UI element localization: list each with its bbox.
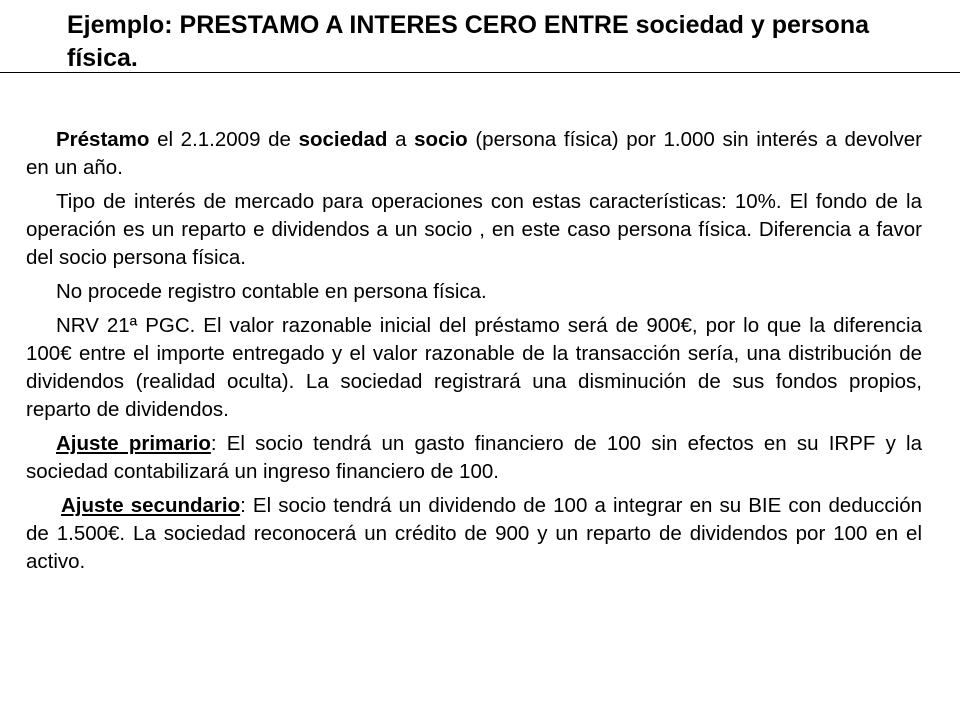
paragraph-text: a [387, 128, 415, 151]
slide-title [67, 9, 937, 75]
paragraph-ajuste-primario [26, 430, 922, 486]
paragraph-ajuste-secundario [26, 492, 922, 576]
paragraph-nrv: NRV 21ª PGC. El valor razonable inicial del préstamo será de 900€, por lo que la diferencia 100€ entre el importe entregado y el valor razonable de la transacción sería, una distribución de dividendos (realidad oculta). La sociedad registrará una disminución de sus fondos propios, reparto de dividendos. [26, 314, 922, 421]
term-sociedad: sociedad [298, 128, 388, 151]
paragraph-text: : El socio tendrá un gasto financiero de 100 sin efectos en su IRPF y la sociedad contabilizará un ingreso financiero de 100. [26, 432, 922, 483]
paragraph-prestamo [26, 126, 922, 182]
label-ajuste-primario: Ajuste primario [56, 432, 211, 455]
title-divider [0, 72, 960, 73]
paragraph-registro-contable: No procede registro contable en persona física. [56, 280, 487, 303]
paragraph-text: (persona física) por 1.000 sin interés a devolver en un año. [26, 128, 922, 179]
title-bold-main: PRESTAMO A INTERES CERO ENTRE [179, 11, 629, 39]
label-ajuste-secundario: Ajuste secundario [61, 494, 241, 517]
term-prestamo: Préstamo [56, 128, 150, 151]
paragraph-text: : El socio tendrá un dividendo de 100 a integrar en su BIE con deducción de 1.500€. La sociedad reconocerá un crédito de 900 y un reparto de dividendos por 100 en el activo. [26, 494, 922, 573]
term-socio: socio [414, 128, 468, 151]
title-prefix: Ejemplo: [67, 11, 180, 39]
paragraph-tipo-interes: Tipo de interés de mercado para operaciones con estas características: 10%. El fondo de la operación es un reparto e dividendos a un socio , en este caso persona física. Diferencia a favor del socio persona física. [26, 190, 922, 269]
paragraph-text: el 2.1.2009 de [149, 128, 299, 151]
slide-body [26, 126, 922, 582]
title-rest: sociedad y persona física. [67, 11, 869, 72]
